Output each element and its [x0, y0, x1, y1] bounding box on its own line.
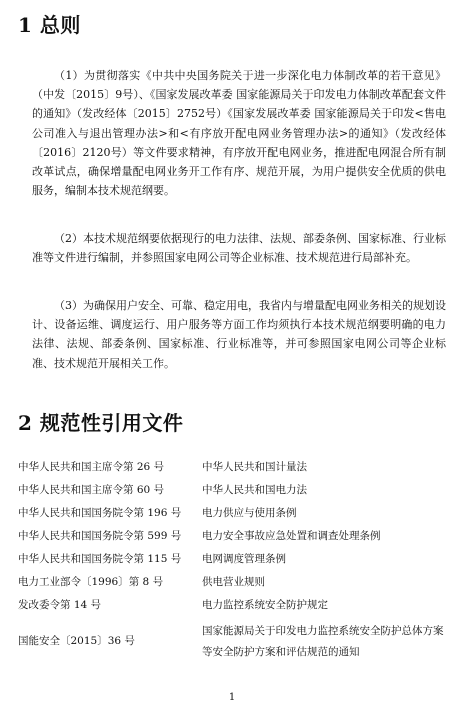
reference-code: 中华人民共和国国务院令第 599 号: [18, 530, 182, 542]
page-number: 1: [228, 692, 236, 703]
section-1-heading: 1 总则: [18, 13, 81, 37]
reference-code: 国能安全〔2015〕36 号: [18, 634, 135, 647]
table-row: [18, 617, 450, 665]
reference-title: 电力供应与使用条例: [202, 507, 297, 519]
reference-title: 电力监控系统安全防护规定: [202, 599, 328, 611]
reference-table: [18, 456, 450, 665]
paragraph-2: （2）本技术规范纲要依据现行的电力法律、法规、部委条例、国家标准、行业标准等文件进行编制，并参照国家电网公司等企业标准、技术规范进行局部补充。: [32, 232, 446, 265]
reference-code: 中华人民共和国国务院令第 196 号: [18, 507, 182, 519]
reference-title: 供电营业规则: [202, 576, 265, 588]
reference-title: 电力安全事故应急处置和调查处理条例: [202, 530, 381, 542]
reference-code: 中华人民共和国主席令第 60 号: [18, 484, 165, 496]
reference-title: 电网调度管理条例: [202, 553, 286, 565]
paragraph-3: （3）为确保用户安全、可靠、稳定用电，我省内与增量配电网业务相关的规划设计、设备运维、调度运行、用户服务等方面工作均须执行本技术规范纲要明确的电力法律、法规、部委条例、国家标准、行业标准等，并可参照国家电网公司等企业标准、技术规范开展相关工作。: [32, 299, 446, 370]
table-row: [18, 502, 450, 525]
table-row: [18, 548, 450, 571]
reference-code: 中华人民共和国主席令第 26 号: [18, 461, 165, 473]
section-2-heading: 2 规范性引用文件: [18, 411, 184, 435]
reference-code: 中华人民共和国国务院令第 115 号: [18, 553, 182, 565]
reference-code: 电力工业部令〔1996〕第 8 号: [18, 576, 164, 588]
table-row: [18, 525, 450, 548]
reference-title: 中华人民共和国计量法: [202, 461, 307, 473]
reference-title: 中华人民共和国电力法: [202, 484, 307, 496]
table-row: [18, 594, 450, 617]
paragraph-1: （1）为贯彻落实《中共中央国务院关于进一步深化电力体制改革的若干意见》（中发〔2015〕9号）、《国家发展改革委 国家能源局关于印发电力体制改革配套文件的通知》（发改经体〔2015〕2752号）《国家发展改革委 国家能源局关于印发<售电公司准入与退出管理办法>和<有序放开配电网业务管理办法>的通知》（发改经体〔2016〕2120号）等文件要求精神，有序放开配电网业务，推进配电网混合所有制改革试点，确保增量配电网业务开工作有序、规范开展，为用户提供安全优质的供电服务，编制本技术规范纲要。: [32, 69, 446, 198]
reference-title: 国家能源局关于印发电力监控系统安全防护总体方案等安全防护方案和评估规范的通知: [202, 625, 444, 658]
table-row: [18, 479, 450, 502]
reference-code: 发改委令第 14 号: [18, 599, 102, 611]
table-row: [18, 571, 450, 594]
table-row: [18, 456, 450, 479]
